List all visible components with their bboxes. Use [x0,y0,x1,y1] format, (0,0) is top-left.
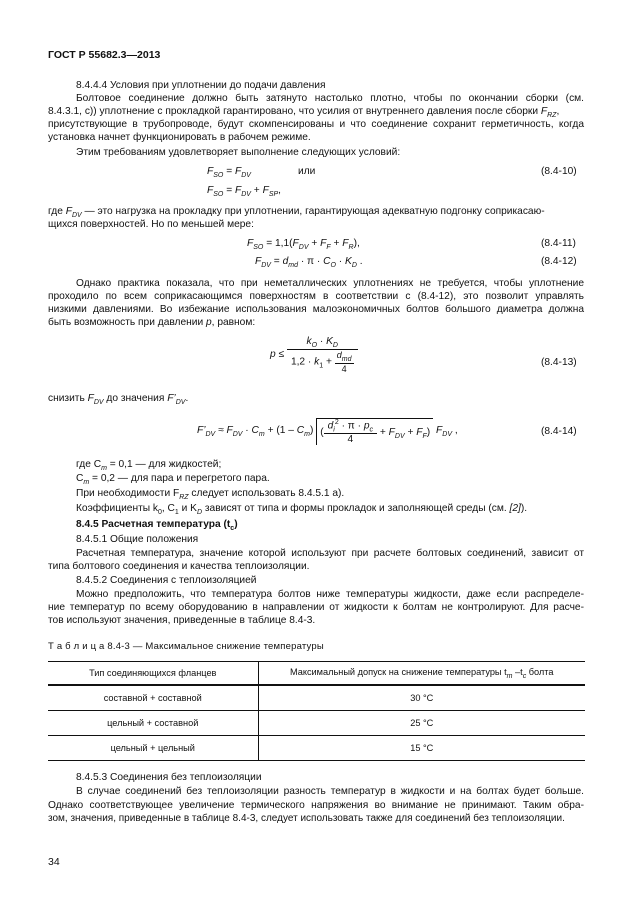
table-header-cell: Максимальный допуск на снижение температуры $t_m$ $-t_c$ болта [258,662,585,686]
table-cell: цельный + составной [48,711,258,736]
equation-8-4-10b: $F_{SO} = F_{DV} + F_{SP}$, [207,185,281,199]
section-title-8-4-5-2: 8.4.5.2 Соединения с теплоизоляцией [76,575,257,586]
table-cell: 15 °C [258,736,585,761]
table-cell: 25 °C [258,711,585,736]
paragraph-line: $C_m = 0,2$ — для пара и перегретого пара. [76,473,270,487]
paragraph-line: типа болтового соединения и качества теплоизоляции. [48,561,310,572]
section-title-8-4-5-3: 8.4.5.3 Соединения без теплоизоляции [76,772,262,783]
equation-8-4-14: $F’_{DV} \approx F_{DV} \cdot C_m + (1 - C_m)$ ( $\frac{d_i^2 \cdot \pi \cdot p_c}{4}$ + $F_{DV} + F_F$) $F_{DV}$ , [197,419,458,446]
paragraph-line: щихся поверхностей. Но по меньшей мере: [48,219,254,230]
paragraph-line: Можно предположить, что температура болтов ниже температуры жидкости, даже если распределе- [76,589,584,600]
equation-number: (8.4-10) [541,166,577,177]
paragraph-line: низкими давлениями. Во избежание использования малоэкономичных болтов большого диаметра должна [48,304,584,315]
equation-number: (8.4-13) [541,357,577,368]
table-header-cell: Тип соединяющихся фланцев [48,662,258,686]
equation-8-4-11: $F_{SO} = 1,1(F_{DV} + F_F + F_R)$, [247,238,360,252]
equation-number: (8.4-12) [541,256,577,267]
temperature-table [48,661,585,761]
paragraph-line: Этим требованиям удовлетворяет выполнение следующих условий: [76,147,401,158]
table-caption: Т а б л и ц а 8.4-3 — Максимальное снижение температуры [48,641,324,652]
paragraph-line: тов используют значения, приведенные в таблице 8.4-3. [48,615,316,626]
equation-8-4-13: p ≤ $k_O \cdot K_D$ $1,2 \cdot k_1$ + $\frac{d_{md}}{4}$ [270,336,358,374]
table-row [48,736,585,761]
paragraph-line: При необходимости $F_{RZ}$ следует использовать 8.4.5.1 а). [76,488,345,502]
paragraph-line: Однако практика показала, что при неметаллических уплотнениях не требуется, чтобы уплотнение [76,278,584,289]
paragraph-line: быть возможность при давлении p, равном: [48,317,256,328]
paragraph-line: Расчетная температура, значение которой используют при расчете болтовых соединений, зависит от [76,548,584,559]
paragraph-line: Болтовое соединение должно быть затянуто настолько плотно, чтобы по окончании сборки (см. [76,93,584,104]
paragraph-line: присутствующие в трубопроводе, будут скомпенсированы и что соединение сохранит герметичность, когда [48,119,584,130]
equation-8-4-12: $F_{DV} = d_{md} \cdot \pi \cdot C_O \cdot K_D$ . [255,256,363,270]
section-title-8-4-5: 8.4.5 Расчетная температура $(t_c)$ [76,519,238,533]
page-number: 34 [48,856,60,868]
paragraph-line: установка начнет функционировать в рабочем режиме. [48,132,311,143]
table-cell: составной + составной [48,685,258,711]
section-title-8-4-5-1: 8.4.5.1 Общие положения [76,534,199,545]
equation-number: (8.4-11) [541,238,576,249]
paragraph-line: где $F_{DV}$ — это нагрузка на прокладку при уплотнении, гарантирующая адекватную подгонку соприкасаю- [48,206,545,220]
paragraph-line: зом, значения, приведенные в таблице 8.4-3, следует использовать также для соединений без теплоизоляции. [48,813,565,824]
table-row [48,685,585,711]
paragraph-line: проходило по всем соприкасающимся поверхностям в соответствии с (8.4-12), это позволит управлять [48,291,584,302]
paragraph-line: ние температур по всему оборудованию в направлении от жидкости к болтам не контролируют. Для расче- [48,602,584,613]
paragraph-line: 8.4.3.1, c)) уплотнение с прокладкой гарантировано, что усилия от внутреннего давления после сборки $F_{RZ}$, [48,106,560,120]
equation-number: (8.4-14) [541,426,577,437]
table-row [48,711,585,736]
paragraph-line: Однако соответствующее увеличение термического напряжения во внимание не принимают. Таким обра- [48,800,584,811]
equation-or: или [298,166,316,177]
paragraph-line: В случае соединений без теплоизоляции разность температур в жидкости и на болтах будет больше. [76,786,584,797]
paragraph-line: снизить $F_{DV}$ до значения $F’_{DV}$. [48,393,189,407]
section-title-8-4-4-4: 8.4.4.4 Условия при уплотнении до подачи давления [76,80,326,91]
document-header: ГОСТ Р 55682.3—2013 [48,49,161,61]
paragraph-line: где $C_m = 0,1$ — для жидкостей; [76,459,222,473]
table-cell: цельный + цельный [48,736,258,761]
paragraph-line: Коэффициенты $k_0$, $C_1$ и $K_D$ зависят от типа и формы прокладок и заполняющей среды (см. [2]). [76,503,528,517]
table-cell: 30 °C [258,685,585,711]
equation-8-4-10a: $F_{SO} = F_{DV}$ [207,166,251,180]
